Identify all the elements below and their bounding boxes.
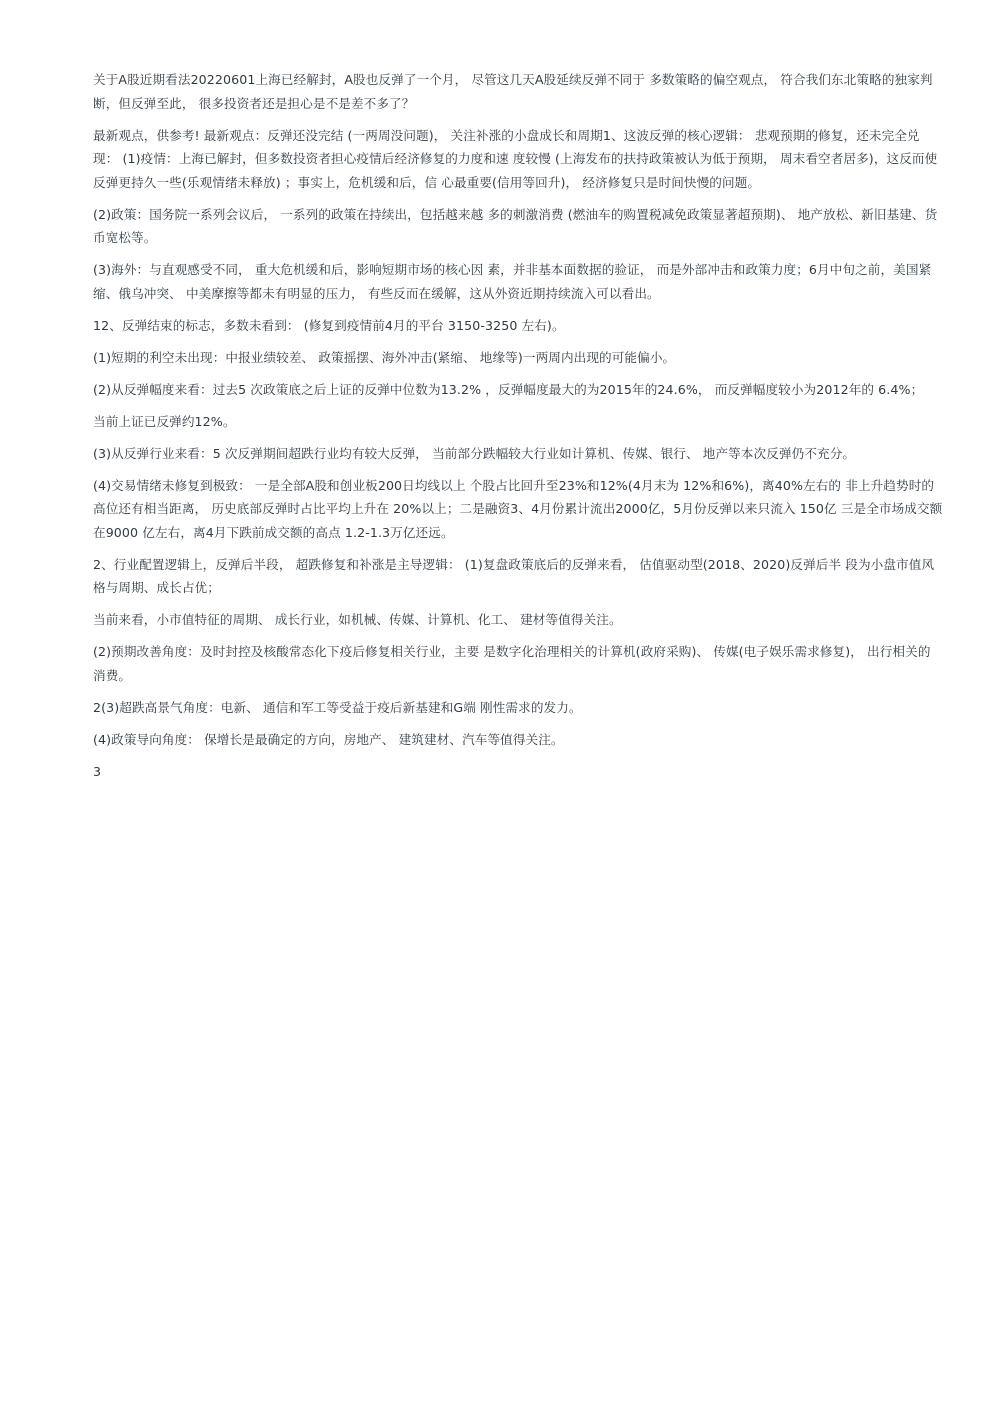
paragraph-trading-sentiment: (4)交易情绪未修复到极致： 一是全部A股和创业板200日均线以上 个股占比回升至23%和12%(4月末为 12%和6%)，离40%左右的 非上升趋势时的高位还有相当距离， 历史底部反弹时占比平均上升在 20%以上；二是融资3、4月份累计流出2000亿，5月份反弹以来只流入 150亿 三是全市场成交额在9000 亿左右，离4月下跌前成交额的高点 1.2-1.3万亿还远。	[93, 477, 943, 540]
paragraph-rebound-end-signals: 12、反弹结束的标志，多数未看到： (修复到疫情前4月的平台 3150-3250 左右)。	[93, 317, 565, 333]
paragraph-policy: (2)政策：国务院一系列会议后， 一系列的政策在持续出，包括越来越 多的刺激消费 (燃油车的购置税减免政策显著超预期)、 地产放松、新旧基建、货币宽松等。	[93, 206, 938, 245]
paragraph-current-focus: 当前来看，小市值特征的周期、 成长行业，如机械、传媒、计算机、化工、 建材等值得关注。	[93, 612, 622, 627]
paragraph-policy-orientation: (4)政策导向角度： 保增长是最确定的方向，房地产、 建筑建材、汽车等值得关注。	[93, 731, 564, 747]
paragraph-oversold-prosperity: 2(3)超跌高景气角度：电新、 通信和军工等受益于疫后新基建和G端 刚性需求的发力。	[93, 699, 582, 715]
paragraph-intro: 关于A股近期看法20220601上海已经解封，A股也反弹了一个月， 尽管这几天A股延续反弹不同于 多数策略的偏空观点， 符合我们东北策略的独家判断，但反弹至此， 很多投资者还是担心是不是差不多了？	[93, 72, 933, 111]
paragraph-current-rebound: 当前上证已反弹约12%。	[93, 413, 236, 429]
paragraph-trailing-number: 3	[93, 763, 102, 779]
document-body	[93, 68, 943, 783]
paragraph-latest-view: 最新观点，供参考! 最新观点：反弹还没完结 (一两周没问题)， 关注补涨的小盘成长和周期1、这波反弹的核心逻辑： 悲观预期的修复，还未完全兑现： (1)疫情：上海已解封，但多数投资者担心疫情后经济修复的力度和速 度较慢 (上海发布的扶持政策被认为低于预期， 周末看空者居多)，这反而使反弹更持久一些(乐观情绪未释放) ；事实上，危机缓和后，信 心最重要(信用等回升)， 经济修复只是时间快慢的问题。	[93, 127, 938, 190]
paragraph-overseas: (3)海外：与直观感受不同， 重大危机缓和后，影响短期市场的核心因 素，并非基本面数据的验证， 而是外部冲击和政策力度；6月中旬之前，美国紧缩、俄乌冲突、 中美摩擦等都未有明显的压力， 有些反而在缓解，这从外资近期持续流入可以看出。	[93, 262, 932, 301]
paragraph-expectation-improvement: (2)预期改善角度：及时封控及核酸常态化下疫后修复相关行业，主要 是数字化治理相关的计算机(政府采购)、 传媒(电子娱乐需求修复)， 出行相关的消费。	[93, 644, 931, 683]
paragraph-rebound-magnitude: (2)从反弹幅度来看：过去5 次政策底之后上证的反弹中位数为13.2% ，反弹幅度最大的为2015年的24.6%， 而反弹幅度较小为2012年的 6.4%；	[93, 381, 924, 397]
paragraph-rebound-industries: (3)从反弹行业来看：5 次反弹期间超跌行业均有较大反弹， 当前部分跌幅较大行业如计算机、传媒、银行、 地产等本次反弹仍不充分。	[93, 445, 856, 461]
paragraph-industry-allocation: 2、行业配置逻辑上，反弹后半段， 超跌修复和补涨是主导逻辑： (1)复盘政策底后的反弹来看， 估值驱动型(2018、2020)反弹后半 段为小盘市值风格与周期、成长占优；	[93, 556, 935, 595]
paragraph-short-term-negatives: (1)短期的利空未出现：中报业绩较差、 政策摇摆、海外冲击(紧缩、 地缘等)一两周内出现的可能偏小。	[93, 349, 676, 365]
